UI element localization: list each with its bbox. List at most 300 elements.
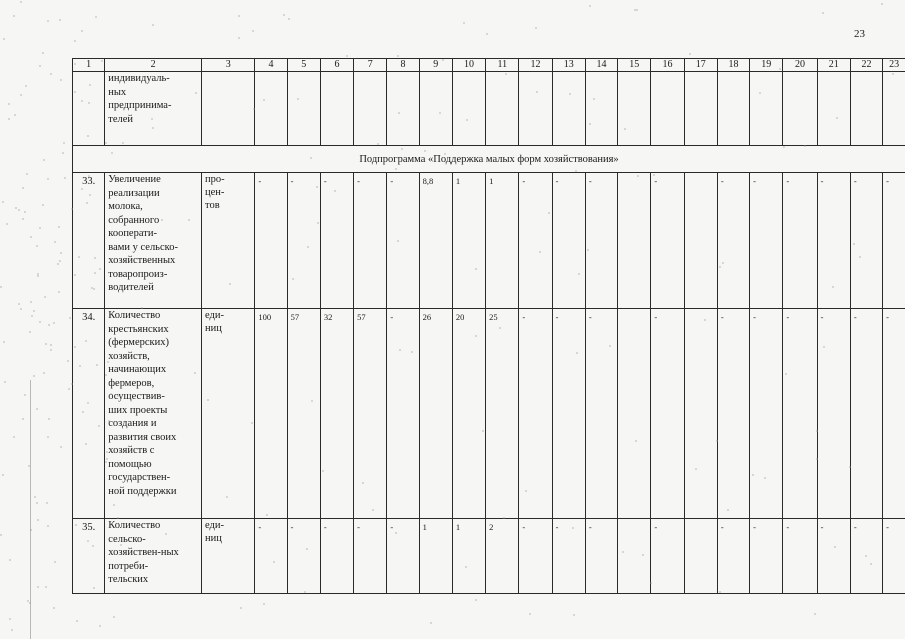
scan-noise xyxy=(9,618,11,620)
indicator-value: - xyxy=(320,519,353,594)
indicator-value xyxy=(684,309,717,519)
indicator-value xyxy=(618,173,651,309)
indicator-value: - xyxy=(519,173,552,309)
scan-noise xyxy=(37,273,39,275)
indicator-value: - xyxy=(717,309,749,519)
scan-noise xyxy=(695,468,697,470)
scan-noise xyxy=(82,411,84,413)
scan-noise xyxy=(152,127,154,129)
column-number: 13 xyxy=(552,59,585,72)
indicator-value: - xyxy=(883,309,905,519)
scan-noise xyxy=(535,27,537,29)
indicator-value xyxy=(618,519,651,594)
scan-noise xyxy=(397,55,399,57)
scan-noise xyxy=(46,502,48,504)
scan-noise xyxy=(238,37,240,39)
indicator-value: - xyxy=(552,173,585,309)
scan-noise xyxy=(68,388,70,390)
scan-noise xyxy=(439,112,441,114)
scan-noise xyxy=(11,629,13,631)
scan-noise xyxy=(74,40,76,42)
scan-noise xyxy=(636,9,638,11)
scan-noise xyxy=(39,65,41,67)
row-number: 33. xyxy=(73,173,105,309)
scan-noise xyxy=(47,525,49,527)
scan-noise xyxy=(587,249,589,251)
scan-noise xyxy=(161,219,163,221)
empty-cell xyxy=(287,72,320,146)
scan-noise xyxy=(463,22,465,24)
scan-noise xyxy=(45,343,47,345)
indicator-value: 57 xyxy=(287,309,320,519)
scan-noise xyxy=(4,381,6,383)
indicator-value: - xyxy=(883,173,905,309)
scan-noise xyxy=(263,603,265,605)
scan-noise xyxy=(50,73,52,75)
column-number: 5 xyxy=(287,59,320,72)
indicator-value: - xyxy=(387,173,419,309)
scan-noise xyxy=(42,204,44,206)
scan-noise xyxy=(865,555,867,557)
scan-noise xyxy=(89,194,91,196)
indicator-row xyxy=(73,519,905,594)
scan-noise xyxy=(59,260,61,262)
scan-noise xyxy=(444,153,446,155)
indicator-name: индивидуаль- ных предпринима- телей xyxy=(105,72,202,146)
scan-noise xyxy=(71,208,73,210)
scan-noise xyxy=(334,190,336,192)
scan-noise xyxy=(881,3,883,5)
scan-noise xyxy=(78,256,80,258)
scan-noise xyxy=(96,364,98,366)
scan-noise xyxy=(822,12,824,14)
scan-noise xyxy=(113,616,115,618)
page-number: 23 xyxy=(854,28,865,40)
column-number: 11 xyxy=(486,59,519,72)
indicator-value: - xyxy=(585,309,617,519)
indicator-value: 100 xyxy=(255,309,287,519)
scan-noise xyxy=(47,20,49,22)
scan-noise xyxy=(105,142,107,144)
scan-noise xyxy=(106,451,108,453)
scan-noise xyxy=(67,360,69,362)
empty-cell xyxy=(883,72,905,146)
scan-noise xyxy=(399,349,401,351)
indicator-value: 32 xyxy=(320,309,353,519)
column-number: 15 xyxy=(618,59,651,72)
scan-noise xyxy=(3,38,5,40)
scan-noise xyxy=(0,286,2,288)
scan-noise xyxy=(475,599,477,601)
scan-noise xyxy=(99,268,101,270)
scan-noise xyxy=(95,16,97,18)
scan-noise xyxy=(624,128,626,130)
empty-cell xyxy=(850,72,882,146)
indicator-value: 1 xyxy=(452,519,485,594)
scan-noise xyxy=(529,613,531,615)
scan-noise xyxy=(98,425,100,427)
scan-noise xyxy=(113,504,115,506)
scan-noise xyxy=(60,446,62,448)
scan-noise xyxy=(13,436,15,438)
empty-cell xyxy=(387,72,419,146)
scan-noise xyxy=(273,561,275,563)
scan-noise xyxy=(69,317,71,319)
column-number: 17 xyxy=(684,59,717,72)
scan-noise xyxy=(20,308,22,310)
scan-noise xyxy=(593,98,595,100)
indicator-value: - xyxy=(387,309,419,519)
indicator-value: - xyxy=(850,519,882,594)
scan-noise xyxy=(30,529,32,531)
scan-noise xyxy=(50,349,52,351)
indicator-value: - xyxy=(783,519,817,594)
scan-noise xyxy=(36,502,38,504)
column-number: 12 xyxy=(519,59,552,72)
column-number: 22 xyxy=(850,59,882,72)
indicator-value: - xyxy=(651,519,684,594)
indicator-value: - xyxy=(519,309,552,519)
empty-cell xyxy=(651,72,684,146)
scan-noise xyxy=(525,490,527,492)
scan-noise xyxy=(45,586,47,588)
indicators-table xyxy=(72,58,905,594)
scan-noise xyxy=(263,99,265,101)
scan-noise xyxy=(25,85,27,87)
empty-cell xyxy=(519,72,552,146)
empty-cell xyxy=(452,72,485,146)
indicator-value: - xyxy=(287,173,320,309)
indicator-value: - xyxy=(387,519,419,594)
scan-noise xyxy=(71,383,73,385)
scan-noise xyxy=(85,443,87,445)
indicator-value: 1 xyxy=(486,173,519,309)
empty-cell xyxy=(817,72,850,146)
scan-noise xyxy=(22,418,24,420)
indicator-value xyxy=(684,519,717,594)
indicator-value: 57 xyxy=(354,309,387,519)
scan-noise xyxy=(37,586,39,588)
column-number: 16 xyxy=(651,59,684,72)
indicator-value: 20 xyxy=(452,309,485,519)
scan-noise xyxy=(152,24,154,26)
scan-noise xyxy=(346,55,348,57)
indicator-row xyxy=(73,309,905,519)
empty-cell xyxy=(585,72,617,146)
scan-noise xyxy=(47,178,49,180)
scan-noise xyxy=(26,173,28,175)
unit-of-measure: еди- ниц xyxy=(202,519,255,594)
column-number: 2 xyxy=(105,59,202,72)
empty-cell xyxy=(486,72,519,146)
column-number: 20 xyxy=(783,59,817,72)
indicator-value: - xyxy=(354,173,387,309)
scan-noise xyxy=(401,148,403,150)
scan-noise xyxy=(578,273,580,275)
scan-noise xyxy=(81,30,83,32)
indicator-value: 8,8 xyxy=(419,173,452,309)
scan-noise xyxy=(15,207,17,209)
scan-noise xyxy=(44,296,46,298)
scan-noise xyxy=(18,209,20,211)
scan-noise xyxy=(20,1,22,3)
indicator-value: - xyxy=(585,519,617,594)
empty-cell xyxy=(552,72,585,146)
indicator-name: Увеличение реализации молока, собранного кооперати- вами у сельско- хозяйственных товаропроиз- водителей xyxy=(105,173,202,309)
scan-noise xyxy=(121,76,123,78)
scan-noise xyxy=(573,614,575,616)
subprogram-row xyxy=(73,146,905,173)
scan-noise xyxy=(304,591,306,593)
scan-noise xyxy=(430,622,432,624)
indicator-value: - xyxy=(651,309,684,519)
empty-cell xyxy=(750,72,783,146)
column-number: 8 xyxy=(387,59,419,72)
column-number: 10 xyxy=(452,59,485,72)
scan-noise xyxy=(63,142,65,144)
scan-noise xyxy=(689,53,691,55)
scan-noise xyxy=(0,534,2,536)
scan-noise xyxy=(2,474,4,476)
scan-noise xyxy=(764,477,766,479)
scan-noise xyxy=(119,450,121,452)
scan-noise xyxy=(59,19,61,21)
column-number: 4 xyxy=(255,59,287,72)
scan-noise xyxy=(892,73,894,75)
scan-noise xyxy=(111,152,113,154)
scan-noise xyxy=(141,307,143,309)
scan-noise xyxy=(43,372,45,374)
scan-noise xyxy=(229,283,231,285)
scan-noise xyxy=(74,274,76,276)
scan-noise xyxy=(24,211,26,213)
indicator-value: - xyxy=(783,173,817,309)
indicator-value: - xyxy=(850,173,882,309)
scan-noise xyxy=(39,321,41,323)
row-number: 35. xyxy=(73,519,105,594)
scan-noise xyxy=(81,188,83,190)
scan-noise xyxy=(57,263,59,265)
indicator-row xyxy=(73,173,905,309)
row-number: 34. xyxy=(73,309,105,519)
column-number: 19 xyxy=(750,59,783,72)
unit-of-measure: еди- ниц xyxy=(202,309,255,519)
empty-cell xyxy=(783,72,817,146)
column-number: 23 xyxy=(883,59,905,72)
empty-cell xyxy=(717,72,749,146)
scan-noise xyxy=(466,119,468,121)
scan-noise xyxy=(719,266,721,268)
column-number: 9 xyxy=(419,59,452,72)
indicator-value: - xyxy=(817,173,850,309)
indicator-value: - xyxy=(750,519,783,594)
margin-rule xyxy=(30,380,31,639)
column-number: 21 xyxy=(817,59,850,72)
scan-noise xyxy=(653,174,655,176)
scan-noise xyxy=(253,108,255,110)
indicator-value: - xyxy=(354,519,387,594)
scan-noise xyxy=(42,52,44,54)
indicator-value xyxy=(684,173,717,309)
continuation-row xyxy=(73,72,905,146)
scan-noise xyxy=(30,236,32,238)
scan-noise xyxy=(50,344,52,346)
indicator-value: - xyxy=(651,173,684,309)
scan-noise xyxy=(853,243,855,245)
scan-noise xyxy=(475,335,477,337)
scan-noise xyxy=(482,430,484,432)
scan-noise xyxy=(2,201,4,203)
scan-noise xyxy=(88,175,90,177)
empty-cell xyxy=(419,72,452,146)
scan-noise xyxy=(486,33,488,35)
scan-noise xyxy=(89,84,91,86)
scan-noise xyxy=(18,303,20,305)
indicator-value: - xyxy=(883,519,905,594)
scan-noise xyxy=(814,613,816,615)
indicator-value: - xyxy=(817,309,850,519)
scan-noise xyxy=(43,159,45,161)
indicator-value: - xyxy=(750,309,783,519)
scan-noise xyxy=(832,286,834,288)
scan-noise xyxy=(650,582,652,584)
scan-noise xyxy=(34,496,36,498)
scan-noise xyxy=(288,18,290,20)
indicator-value: - xyxy=(817,519,850,594)
subprogram-title: Подпрограмма «Поддержка малых форм хозяйствования» xyxy=(73,146,905,173)
scan-noise xyxy=(30,301,32,303)
scan-noise xyxy=(3,341,5,343)
empty-cell xyxy=(684,72,717,146)
scan-noise xyxy=(22,218,24,220)
scan-noise xyxy=(54,241,56,243)
scan-noise xyxy=(99,625,101,627)
scan-noise xyxy=(589,5,591,7)
scan-noise xyxy=(465,566,467,568)
scan-noise xyxy=(93,288,95,290)
scan-noise xyxy=(33,310,35,312)
scan-noise xyxy=(306,548,308,550)
empty-cell xyxy=(354,72,387,146)
indicator-value: 2 xyxy=(486,519,519,594)
scan-noise xyxy=(6,223,8,225)
indicator-value: - xyxy=(255,519,287,594)
scan-noise xyxy=(48,418,50,420)
scan-noise xyxy=(251,422,253,424)
scan-noise xyxy=(13,15,15,17)
column-number: 1 xyxy=(73,59,105,72)
empty-cell xyxy=(618,72,651,146)
indicator-value: - xyxy=(750,173,783,309)
scan-noise xyxy=(36,245,38,247)
column-number: 7 xyxy=(354,59,387,72)
scan-noise xyxy=(48,324,50,326)
scan-noise xyxy=(29,331,31,333)
indicator-value: - xyxy=(287,519,320,594)
indicator-value: 1 xyxy=(452,173,485,309)
indicator-value: - xyxy=(320,173,353,309)
indicator-value: 1 xyxy=(419,519,452,594)
scan-noise xyxy=(8,118,10,120)
indicator-value: 26 xyxy=(419,309,452,519)
scan-noise xyxy=(24,394,26,396)
scan-noise xyxy=(424,150,426,152)
scan-noise xyxy=(88,102,90,104)
scan-noise xyxy=(8,103,10,105)
scan-noise xyxy=(14,114,16,116)
scan-noise xyxy=(28,465,30,467)
indicator-value: - xyxy=(717,519,749,594)
scan-noise xyxy=(39,227,41,229)
indicator-value xyxy=(618,309,651,519)
scan-noise xyxy=(53,607,55,609)
scan-noise xyxy=(397,240,399,242)
scan-noise xyxy=(31,315,33,317)
scan-noise xyxy=(816,458,818,460)
scan-noise xyxy=(316,186,318,188)
indicator-value: - xyxy=(717,173,749,309)
scan-noise xyxy=(634,9,636,11)
indicator-name: Количество сельско- хозяйствен-ных потреби- тельских xyxy=(105,519,202,594)
scan-noise xyxy=(53,322,55,324)
scan-noise xyxy=(87,135,89,137)
scan-noise xyxy=(622,551,624,553)
scan-noise xyxy=(54,561,56,563)
column-number: 3 xyxy=(202,59,255,72)
scan-noise xyxy=(609,345,611,347)
scan-noise xyxy=(33,375,35,377)
column-number: 6 xyxy=(320,59,353,72)
scan-noise xyxy=(362,482,364,484)
scan-noise xyxy=(642,554,644,556)
scan-noise xyxy=(101,60,103,62)
scan-noise xyxy=(47,436,49,438)
scan-noise xyxy=(62,152,64,154)
scan-noise xyxy=(36,408,38,410)
indicator-value: 25 xyxy=(486,309,519,519)
scan-noise xyxy=(105,461,107,463)
scan-noise xyxy=(60,79,62,81)
indicator-value: - xyxy=(585,173,617,309)
indicator-value: - xyxy=(255,173,287,309)
indicator-value: - xyxy=(552,519,585,594)
column-number: 18 xyxy=(717,59,749,72)
scan-noise xyxy=(719,591,721,593)
empty-cell xyxy=(320,72,353,146)
scan-noise xyxy=(207,399,209,401)
scan-noise xyxy=(64,177,66,179)
scan-noise xyxy=(783,146,785,148)
scan-noise xyxy=(37,519,39,521)
scan-noise xyxy=(240,607,242,609)
indicator-value: - xyxy=(850,309,882,519)
indicator-value: - xyxy=(783,309,817,519)
scan-noise xyxy=(60,252,62,254)
scan-noise xyxy=(849,466,851,468)
scan-noise xyxy=(58,226,60,228)
empty-cell xyxy=(255,72,287,146)
empty-cell xyxy=(202,72,255,146)
scan-noise xyxy=(20,94,22,96)
scan-noise xyxy=(322,470,324,472)
scan-noise xyxy=(317,222,319,224)
scan-noise xyxy=(58,291,60,293)
scan-noise xyxy=(252,30,254,32)
scan-noise xyxy=(76,620,78,622)
indicator-value: - xyxy=(519,519,552,594)
unit-of-measure: про- цен- тов xyxy=(202,173,255,309)
scan-noise xyxy=(572,527,574,529)
